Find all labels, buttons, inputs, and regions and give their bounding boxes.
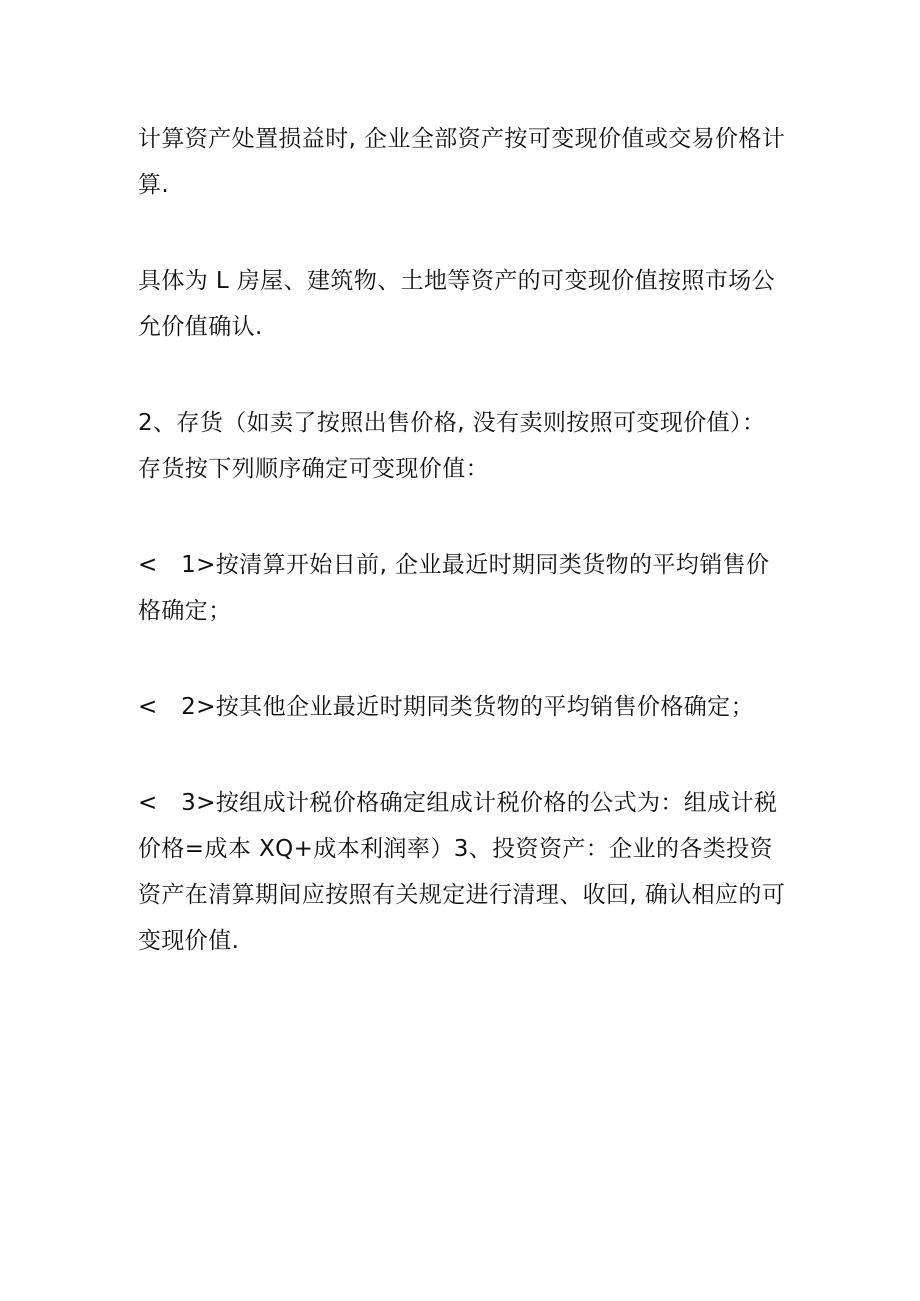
paragraph-asset-disposal: 计算资产处置损益时, 企业全部资产按可变现价值或交易价格计算. — [138, 126, 786, 198]
paragraph-item-3: < 3>按组成计税价格确定组成计税价格的公式为：组成计税价格=成本 XQ+成本利润率）3、投资资产：企业的各类投资资产在清算期间应按照有关规定进行清理、收回, 确认相应的可变现价值. — [138, 790, 786, 954]
document-body — [138, 116, 788, 1014]
paragraph-item-2: < 2>按其他企业最近时期同类货物的平均销售价格确定； — [138, 694, 754, 720]
paragraph-inventory: 2、存货（如卖了按照出售价格, 没有卖则按照可变现价值）：存货按下列顺序确定可变现价值： — [138, 410, 766, 482]
paragraph-item-1: < 1>按清算开始日前, 企业最近时期同类货物的平均销售价格确定； — [138, 552, 770, 624]
paragraph-real-estate: 具体为 L 房屋、建筑物、土地等资产的可变现价值按照市场公允价值确认. — [138, 268, 776, 340]
